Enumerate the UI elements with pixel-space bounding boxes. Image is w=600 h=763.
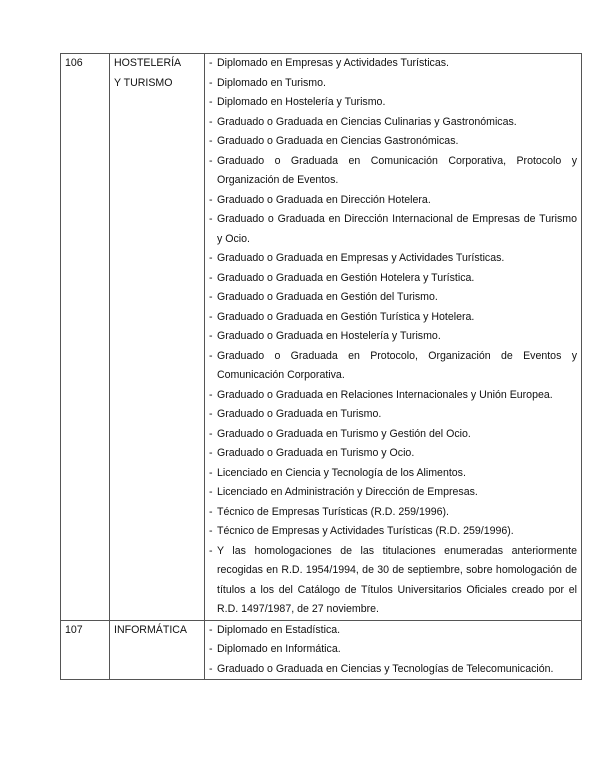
list-item bbox=[209, 327, 577, 347]
list-item bbox=[209, 113, 577, 133]
degree-text: Técnico de Empresas y Actividades Turísticas (R.D. 259/1996). bbox=[217, 525, 514, 537]
family-cell bbox=[110, 620, 205, 680]
table-body bbox=[61, 54, 582, 680]
family-name-line: Y TURISMO bbox=[114, 76, 173, 89]
degrees-cell bbox=[205, 54, 582, 621]
list-item bbox=[209, 640, 577, 660]
list-item bbox=[209, 132, 577, 152]
degree-text: Graduado o Graduada en Relaciones Internacionales y Unión Europea. bbox=[217, 388, 553, 401]
bullet-dash: - bbox=[209, 643, 213, 655]
list-item bbox=[209, 405, 577, 425]
list-item bbox=[209, 93, 577, 113]
bullet-dash: - bbox=[209, 193, 213, 206]
degree-text: Diplomado en Empresas y Actividades Turísticas. bbox=[217, 57, 449, 69]
list-item bbox=[209, 542, 577, 620]
list-item bbox=[209, 503, 577, 523]
degree-text: Graduado o Graduada en Turismo y Gestión del Ocio. bbox=[217, 427, 471, 440]
list-item bbox=[209, 522, 577, 542]
degree-text: Graduado o Graduada en Dirección Internacional de Empresas de Turismo y Ocio. bbox=[217, 213, 577, 245]
bullet-dash: - bbox=[209, 135, 213, 147]
degree-text: Graduado o Graduada en Gestión Hotelera y Turística. bbox=[217, 271, 475, 284]
bullet-dash: - bbox=[209, 271, 213, 284]
list-item bbox=[209, 347, 577, 386]
bullet-dash: - bbox=[209, 486, 213, 498]
degree-text: Graduado o Graduada en Comunicación Corporativa, Protocolo y Organización de Eventos. bbox=[217, 154, 577, 186]
list-item bbox=[209, 152, 577, 191]
degree-text: Graduado o Graduada en Empresas y Actividades Turísticas. bbox=[217, 252, 505, 264]
code-cell: 107 bbox=[61, 620, 110, 680]
degree-text: Graduado o Graduada en Gestión del Turismo. bbox=[217, 291, 438, 303]
family-cell bbox=[110, 54, 205, 621]
bullet-dash: - bbox=[209, 427, 213, 440]
bullet-dash: - bbox=[209, 662, 213, 675]
degree-text: Graduado o Graduada en Dirección Hotelera. bbox=[217, 193, 431, 206]
degree-text: Graduado o Graduada en Turismo. bbox=[217, 408, 382, 420]
list-item bbox=[209, 269, 577, 289]
table-row bbox=[61, 54, 582, 621]
degree-text: Graduado o Graduada en Ciencias Gastronómicas. bbox=[217, 135, 459, 147]
bullet-dash: - bbox=[209, 252, 213, 264]
degree-text: Técnico de Empresas Turísticas (R.D. 259/1996). bbox=[217, 505, 449, 518]
degree-list bbox=[209, 54, 577, 620]
degree-text: Graduado o Graduada en Protocolo, Organización de Eventos y Comunicación Corporativa. bbox=[217, 349, 577, 381]
list-item bbox=[209, 425, 577, 445]
bullet-dash: - bbox=[209, 291, 213, 303]
list-item bbox=[209, 74, 577, 94]
bullet-dash: - bbox=[209, 310, 213, 323]
family-name-line: INFORMÁTICA bbox=[114, 623, 187, 636]
degree-text: Graduado o Graduada en Ciencias Culinarias y Gastronómicas. bbox=[217, 115, 517, 128]
degree-text: Licenciado en Ciencia y Tecnología de los Alimentos. bbox=[217, 466, 466, 479]
list-item bbox=[209, 308, 577, 328]
bullet-dash: - bbox=[209, 505, 213, 518]
bullet-dash: - bbox=[209, 96, 213, 108]
degree-text: Graduado o Graduada en Turismo y Ocio. bbox=[217, 447, 415, 459]
bullet-dash: - bbox=[209, 544, 213, 557]
bullet-dash: - bbox=[209, 57, 213, 69]
degree-text: Diplomado en Hostelería y Turismo. bbox=[217, 96, 386, 108]
degree-text: Diplomado en Turismo. bbox=[217, 76, 326, 89]
degree-text: Graduado o Graduada en Hostelería y Turismo. bbox=[217, 330, 441, 342]
degrees-table bbox=[60, 53, 582, 680]
bullet-dash: - bbox=[209, 525, 213, 537]
list-item bbox=[209, 621, 577, 641]
degree-list bbox=[209, 621, 577, 680]
degree-text: Y las homologaciones de las titulaciones enumeradas anteriormente recogidas en R.D. 1954/1994, de 30 de septiembre, sobre homologación de títulos a los del Catálogo de Títulos Universitarios Oficiales creado por el R.D. 1497/1987, de 27 noviembre. bbox=[217, 544, 577, 615]
bullet-dash: - bbox=[209, 76, 213, 89]
bullet-dash: - bbox=[209, 388, 213, 401]
list-item bbox=[209, 464, 577, 484]
bullet-dash: - bbox=[209, 349, 213, 362]
degree-text: Graduado o Graduada en Gestión Turística y Hotelera. bbox=[217, 310, 475, 323]
list-item bbox=[209, 288, 577, 308]
degree-text: Diplomado en Estadística. bbox=[217, 623, 341, 636]
bullet-dash: - bbox=[209, 154, 213, 167]
list-item bbox=[209, 191, 577, 211]
code-cell: 106 bbox=[61, 54, 110, 621]
table-row bbox=[61, 620, 582, 680]
degree-text: Diplomado en Informática. bbox=[217, 643, 341, 655]
bullet-dash: - bbox=[209, 213, 213, 225]
bullet-dash: - bbox=[209, 623, 213, 636]
list-item bbox=[209, 249, 577, 269]
list-item bbox=[209, 483, 577, 503]
list-item bbox=[209, 54, 577, 74]
degrees-cell bbox=[205, 620, 582, 680]
bullet-dash: - bbox=[209, 466, 213, 479]
degree-text: Graduado o Graduada en Ciencias y Tecnologías de Telecomunicación. bbox=[217, 662, 554, 675]
degree-text: Licenciado en Administración y Dirección de Empresas. bbox=[217, 486, 478, 498]
list-item bbox=[209, 210, 577, 249]
bullet-dash: - bbox=[209, 330, 213, 342]
list-item bbox=[209, 660, 577, 680]
bullet-dash: - bbox=[209, 408, 213, 420]
bullet-dash: - bbox=[209, 447, 213, 459]
list-item bbox=[209, 386, 577, 406]
bullet-dash: - bbox=[209, 115, 213, 128]
list-item bbox=[209, 444, 577, 464]
family-name-line: HOSTELERÍA bbox=[114, 57, 182, 69]
